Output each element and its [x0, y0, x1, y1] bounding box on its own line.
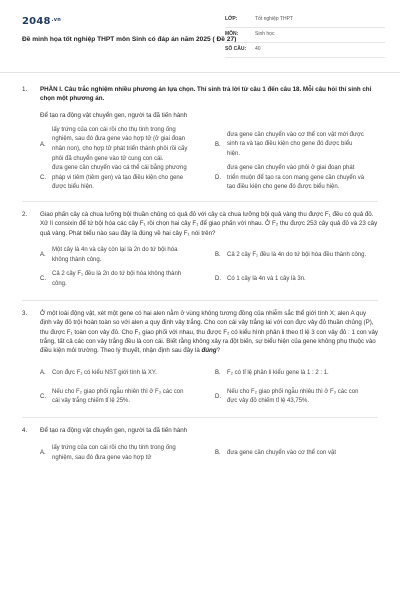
- question-prompt-text: Ở một loài động vật, xét một gene có hai alen nằm ở vùng không tương đồng của nhiễm sắc thể giới tính X; alen A quy định vảy đỏ trội hoàn toàn so với alen a quy định vảy trắng. Cho con cái vảy trắng lai với con đực vảy đỏ thuần chủng (P), thu được F₁ toàn con vảy đỏ. Cho F₁ giao phối với nhau, thu được F₂ có kiểu hình phân li theo tỉ lệ 3 con vảy đỏ : 1 con vảy trắng, tất cả các con vảy trắng đều là con cái. Biết rằng không xảy ra đột biến, sự biểu hiện của gene không phụ thuộc vào điều kiện môi trường. Theo lý thuyết, nhận định sau đây là: [40, 309, 378, 355]
- option-text: lấy trứng của con cái rồi cho thụ tinh trong ống nghiệm, sau đó đưa gene vào hợp tử (ở giai đoạn nhân non), cho hợp tử phát triển thành phôi rồi cấy phôi đã chuyển gene vào tử cung con cái.: [52, 126, 188, 162]
- answer-option-c[interactable]: [40, 385, 203, 409]
- option-label: A.: [40, 141, 46, 148]
- question-number: 3.: [22, 309, 28, 317]
- meta-value: Sinh học: [255, 31, 275, 38]
- option-label: C.: [40, 393, 46, 400]
- option-text: đưa gene cần chuyển vào phôi ở giai đoạn phát triển muộn để tạo ra con mang gene cần chuyển và tạo điều kiện cho gene đó được biểu hiện.: [227, 165, 365, 191]
- question-prompt-emphasis: đúng: [201, 347, 217, 355]
- question-2: [0, 210, 400, 292]
- option-text: Một cây là 4n và cây còn lại là 2n do tứ bội hóa không thành công.: [52, 247, 178, 263]
- answer-option-a[interactable]: [40, 361, 203, 385]
- meta-value: Tốt nghiệp THPT: [255, 16, 293, 23]
- meta-key: MÔN:: [225, 31, 239, 38]
- question-prompt: [40, 85, 378, 104]
- meta-row-class: [225, 13, 385, 28]
- document-title: Đề minh họa tốt nghiệp THPT môn Sinh có đáp án năm 2025 ( Đề 27): [22, 36, 237, 43]
- option-text: Cả 2 cây F₁ đều là 2n do tứ bội hóa không thành công.: [52, 271, 182, 287]
- option-label: B.: [215, 369, 221, 376]
- meta-value: 40: [255, 46, 261, 53]
- answer-option-b[interactable]: [215, 442, 378, 466]
- option-text: Cả 2 cây F₁ đều là 4n do tứ bội hóa đều thành công.: [227, 252, 367, 259]
- meta-info: [225, 13, 385, 58]
- question-subprompt: Để tạo ra động vật chuyển gen, người ta đã tiến hành: [40, 111, 188, 119]
- answer-options: [40, 126, 378, 193]
- option-text: Nếu cho F₂ giao phối ngẫu nhiên thì ở F₃ các con cái vảy trắng chiếm tỉ lệ 25%.: [52, 388, 184, 405]
- answer-option-d[interactable]: [215, 268, 378, 292]
- option-label: A.: [40, 252, 46, 259]
- option-text: lấy trứng của con cái rồi cho thụ tinh trong ống nghiệm, sau đó đưa gene vào hợp tử: [52, 445, 176, 461]
- question-prompt: [40, 309, 378, 355]
- option-label: B.: [215, 450, 221, 457]
- question-1: [0, 85, 400, 193]
- answer-option-c[interactable]: [40, 164, 203, 193]
- option-text: đưa gene cần chuyển vào cơ thể con vật mới được sinh ra và tạo điều kiện cho gene đó được biểu hiện.: [227, 131, 364, 157]
- option-text: đưa gene cần chuyển vào cá thể cái bằng phương pháp vi tiêm (tiêm gen) và tạo điều kiện cho gene được biểu hiện.: [52, 165, 187, 191]
- option-text: Nếu cho F₂ giao phối ngẫu nhiêu thì ở F₃ các con đực vảy đỏ chiếm tỉ lệ 43,75%.: [227, 388, 359, 405]
- option-label: A.: [40, 369, 46, 376]
- meta-key: SỐ CÂU:: [225, 46, 247, 53]
- option-label: D.: [215, 276, 221, 283]
- brand-suffix: .vn: [51, 17, 61, 24]
- answer-option-b[interactable]: [215, 126, 378, 164]
- question-number: 2.: [22, 211, 28, 219]
- meta-key: LỚP:: [225, 16, 238, 23]
- question-3: [0, 309, 400, 409]
- question-divider: [22, 201, 378, 202]
- meta-row-count: [225, 43, 385, 58]
- option-label: D.: [215, 393, 221, 400]
- answer-option-d[interactable]: [215, 164, 378, 193]
- answer-options: [40, 361, 378, 409]
- option-label: B.: [215, 141, 221, 148]
- option-text: Con đực F₁ có kiểu NST giới tính là XY.: [52, 369, 157, 376]
- answer-option-b[interactable]: [215, 244, 378, 268]
- question-divider: [22, 300, 378, 301]
- option-label: A.: [40, 450, 46, 457]
- option-text: đưa gene cần chuyển vào cơ thể con vật: [227, 449, 337, 456]
- question-number: 4.: [22, 427, 28, 435]
- answer-option-d[interactable]: [215, 385, 378, 409]
- answer-option-c[interactable]: [40, 268, 203, 292]
- answer-option-a[interactable]: [40, 442, 203, 466]
- question-divider: [22, 417, 378, 418]
- option-label: D.: [215, 175, 221, 182]
- answer-option-a[interactable]: [40, 244, 203, 268]
- question-prompt-text: PHẦN I. Câu trắc nghiệm nhiều phương án lựa chọn. Thí sinh trả lời từ câu 1 đến câu 18. Mỗi câu hỏi thí sinh chỉ chọn một phương án.: [40, 86, 372, 103]
- option-label: B.: [215, 252, 221, 259]
- question-prompt: Giao phấn cây cà chua lưỡng bội thuần chủng có quả đỏ với cây cà chua lưỡng bội quả vàng thu được F₁ đều có quả đỏ. Xử lí consixin để tứ bội hóa các cây F₁ rồi chọn hai cây F₁ để giao phấn với nhau. Ở F₂ thu được 253 cây quả đỏ và 23 cây quả vàng. Phát biểu nào sau đây là đúng về hai cây F₁ nói trên?: [40, 211, 378, 237]
- option-label: C.: [40, 175, 46, 182]
- answer-option-a[interactable]: [40, 126, 203, 164]
- question-number: 1.: [22, 86, 28, 93]
- meta-row-subject: [225, 28, 385, 43]
- answer-option-b[interactable]: [215, 361, 378, 385]
- question-prompt: Để tạo ra động vật chuyển gen, người ta đã tiến hành: [40, 427, 188, 435]
- question-4: [0, 426, 400, 465]
- answer-options: [40, 244, 378, 292]
- option-text: F₂ có tỉ lệ phân li kiểu gene là 1 : 2 : 1.: [227, 369, 329, 376]
- page-header: [0, 0, 400, 62]
- question-prompt-end: ?: [216, 347, 221, 355]
- answer-options: [40, 442, 378, 466]
- option-label: C.: [40, 276, 46, 283]
- option-text: Có 1 cây là 4n và 1 cây là 3n.: [227, 276, 306, 283]
- brand-name: 2048: [22, 16, 51, 27]
